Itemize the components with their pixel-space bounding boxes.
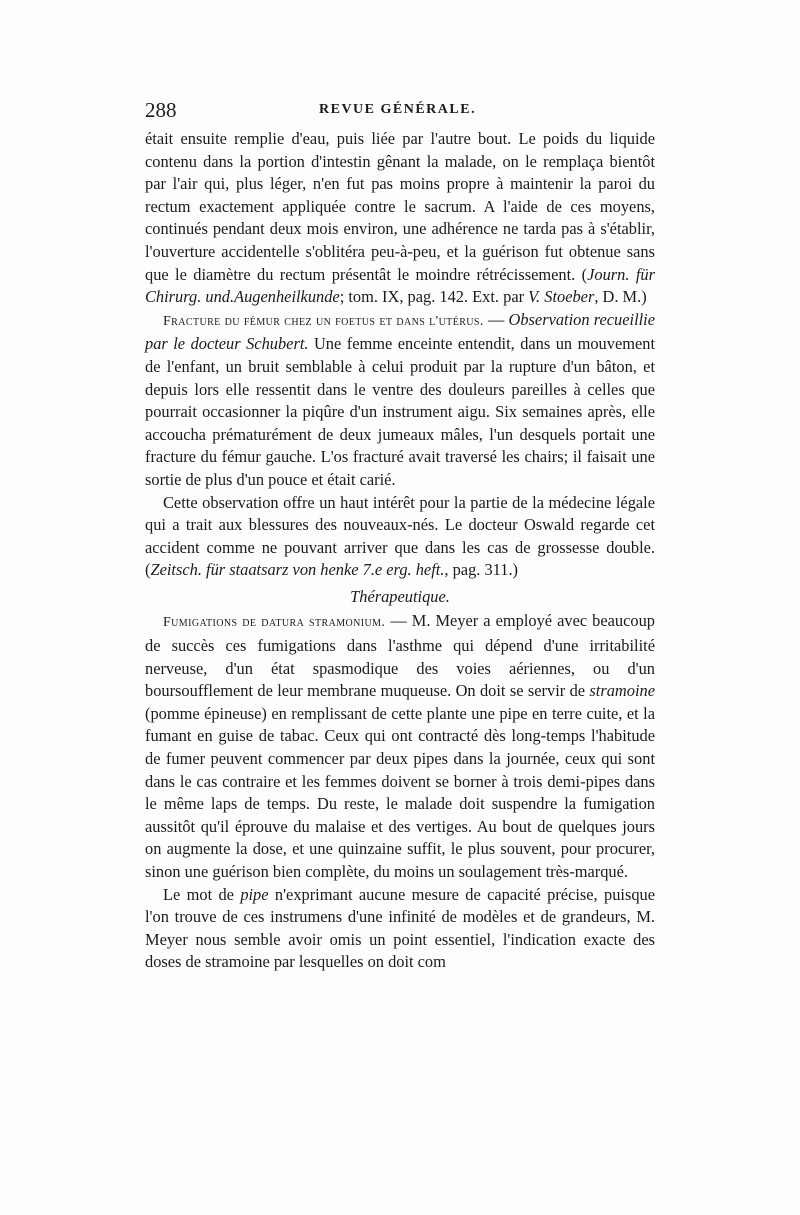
page-header xyxy=(145,98,655,124)
journal-citation: Zeitsch. für staatsarz von henke 7.e erg. heft. xyxy=(150,560,445,580)
article-heading: Fumigations de datura stramonium. xyxy=(163,615,386,631)
observation-title: Observation recueillie par le docteur Schubert. xyxy=(145,309,656,354)
author-citation: V. Stoeber xyxy=(528,287,595,307)
article-heading: Fracture du fémur chez un foetus et dans l'utérus. xyxy=(163,313,484,329)
italic-term: pipe xyxy=(240,884,269,904)
paragraph-pipe-dose: Le mot de pipe n'exprimant aucune mesure de capacité précise, puisque l'on trouve de ces instrumens d'une infinité de modèles et de grandeurs, M. Meyer nous semble avoir omis un point essentiel, l'indication exacte des doses de stramoine par lesquelles on doit com xyxy=(145,884,655,972)
body-text xyxy=(145,128,655,974)
page-number: 288 xyxy=(145,98,177,122)
journal-citation: Journ. für Chirurg. und.Augenheilkunde xyxy=(145,264,655,307)
paragraph-fumigations: Fumigations de datura stramonium. — M. Meyer a employé avec beaucoup de succès ces fumigations dans l'asthme qui dépend d'une irritabilité nerveuse, d'un état spasmodique des voies aériennes, ou d'un boursoufflement de leur membrane muqueuse. On doit se servir de stramoine (pomme épineuse) en remplissant de cette plante une pipe en terre cuite, et la fumant en guise de tabac. Ceux qui ont contracté dès long-temps l'habitude de fumer peuvent commencer par deux pipes dans la journée, ceux qui sont dans le cas contraire et les femmes doivent se borner à trois demi-pipes dans le même laps de temps. Du reste, le malade doit suspendre la fumigation aussitôt qu'il éprouve du malaise et des vertiges. Au bout de quelques jours on augmente la dose, et une quinzaine suffit, le plus souvent, pour procurer, sinon une guérison bien complète, du moins un soulagement très-marqué. xyxy=(145,611,655,881)
running-head: REVUE GÉNÉRALE. xyxy=(319,102,477,117)
paragraph-rectum-case: était ensuite remplie d'eau, puis liée par l'autre bout. Le poids du liquide contenu dans la portion d'intestin gênant la malade, on le remplaça bientôt par l'air qui, plus léger, n'en fut pas moins propre à maintenir la paroi du rectum exactement appliquée contre le sacrum. A l'aide de ces moyens, continués pendant deux mois environ, une adhérence ne tarda pas à s'établir, l'ouverture accidentelle s'oblitéra peu-à-peu, et la guérison fut obtenue sans que le diamètre du rectum présentât le moindre rétrécissement. (Journ. für Chirurg. und.Augenheilkunde; tom. IX, pag. 142. Ext. par V. Stoeber, D. M.) xyxy=(145,129,655,307)
section-title: Thérapeutique. xyxy=(350,586,450,606)
italic-term: stramoine xyxy=(589,681,655,701)
paragraph-femur-fracture: Fracture du fémur chez un foetus et dans l'utérus. — Observation recueillie par le docteur Schubert. Une femme enceinte entendit, dans un mouvement de l'enfant, un bruit semblable à celui produit par la rupture d'un bâton, et depuis lors elle ressentit dans le ventre des douleurs pareilles à celles que pourrait occasionner la piqûre d'un instrument aigu. Six semaines après, elle accoucha prématurément de deux jumeaux mâles, l'un desquels portait une fracture du fémur gauche. L'os fracturé avait traversé les chairs; il faisait une sortie de plus d'un pouce et était carié. xyxy=(145,309,656,489)
paragraph-observation-comment: Cette observation offre un haut intérêt pour la partie de la médecine légale qui a trait aux blessures des nouveaux-nés. Le docteur Oswald regarde cet accident comme ne pouvant arriver que dans les cas de grossesse double. (Zeitsch. für staatsarz von henke 7.e erg. heft., pag. 311.) xyxy=(145,492,655,580)
